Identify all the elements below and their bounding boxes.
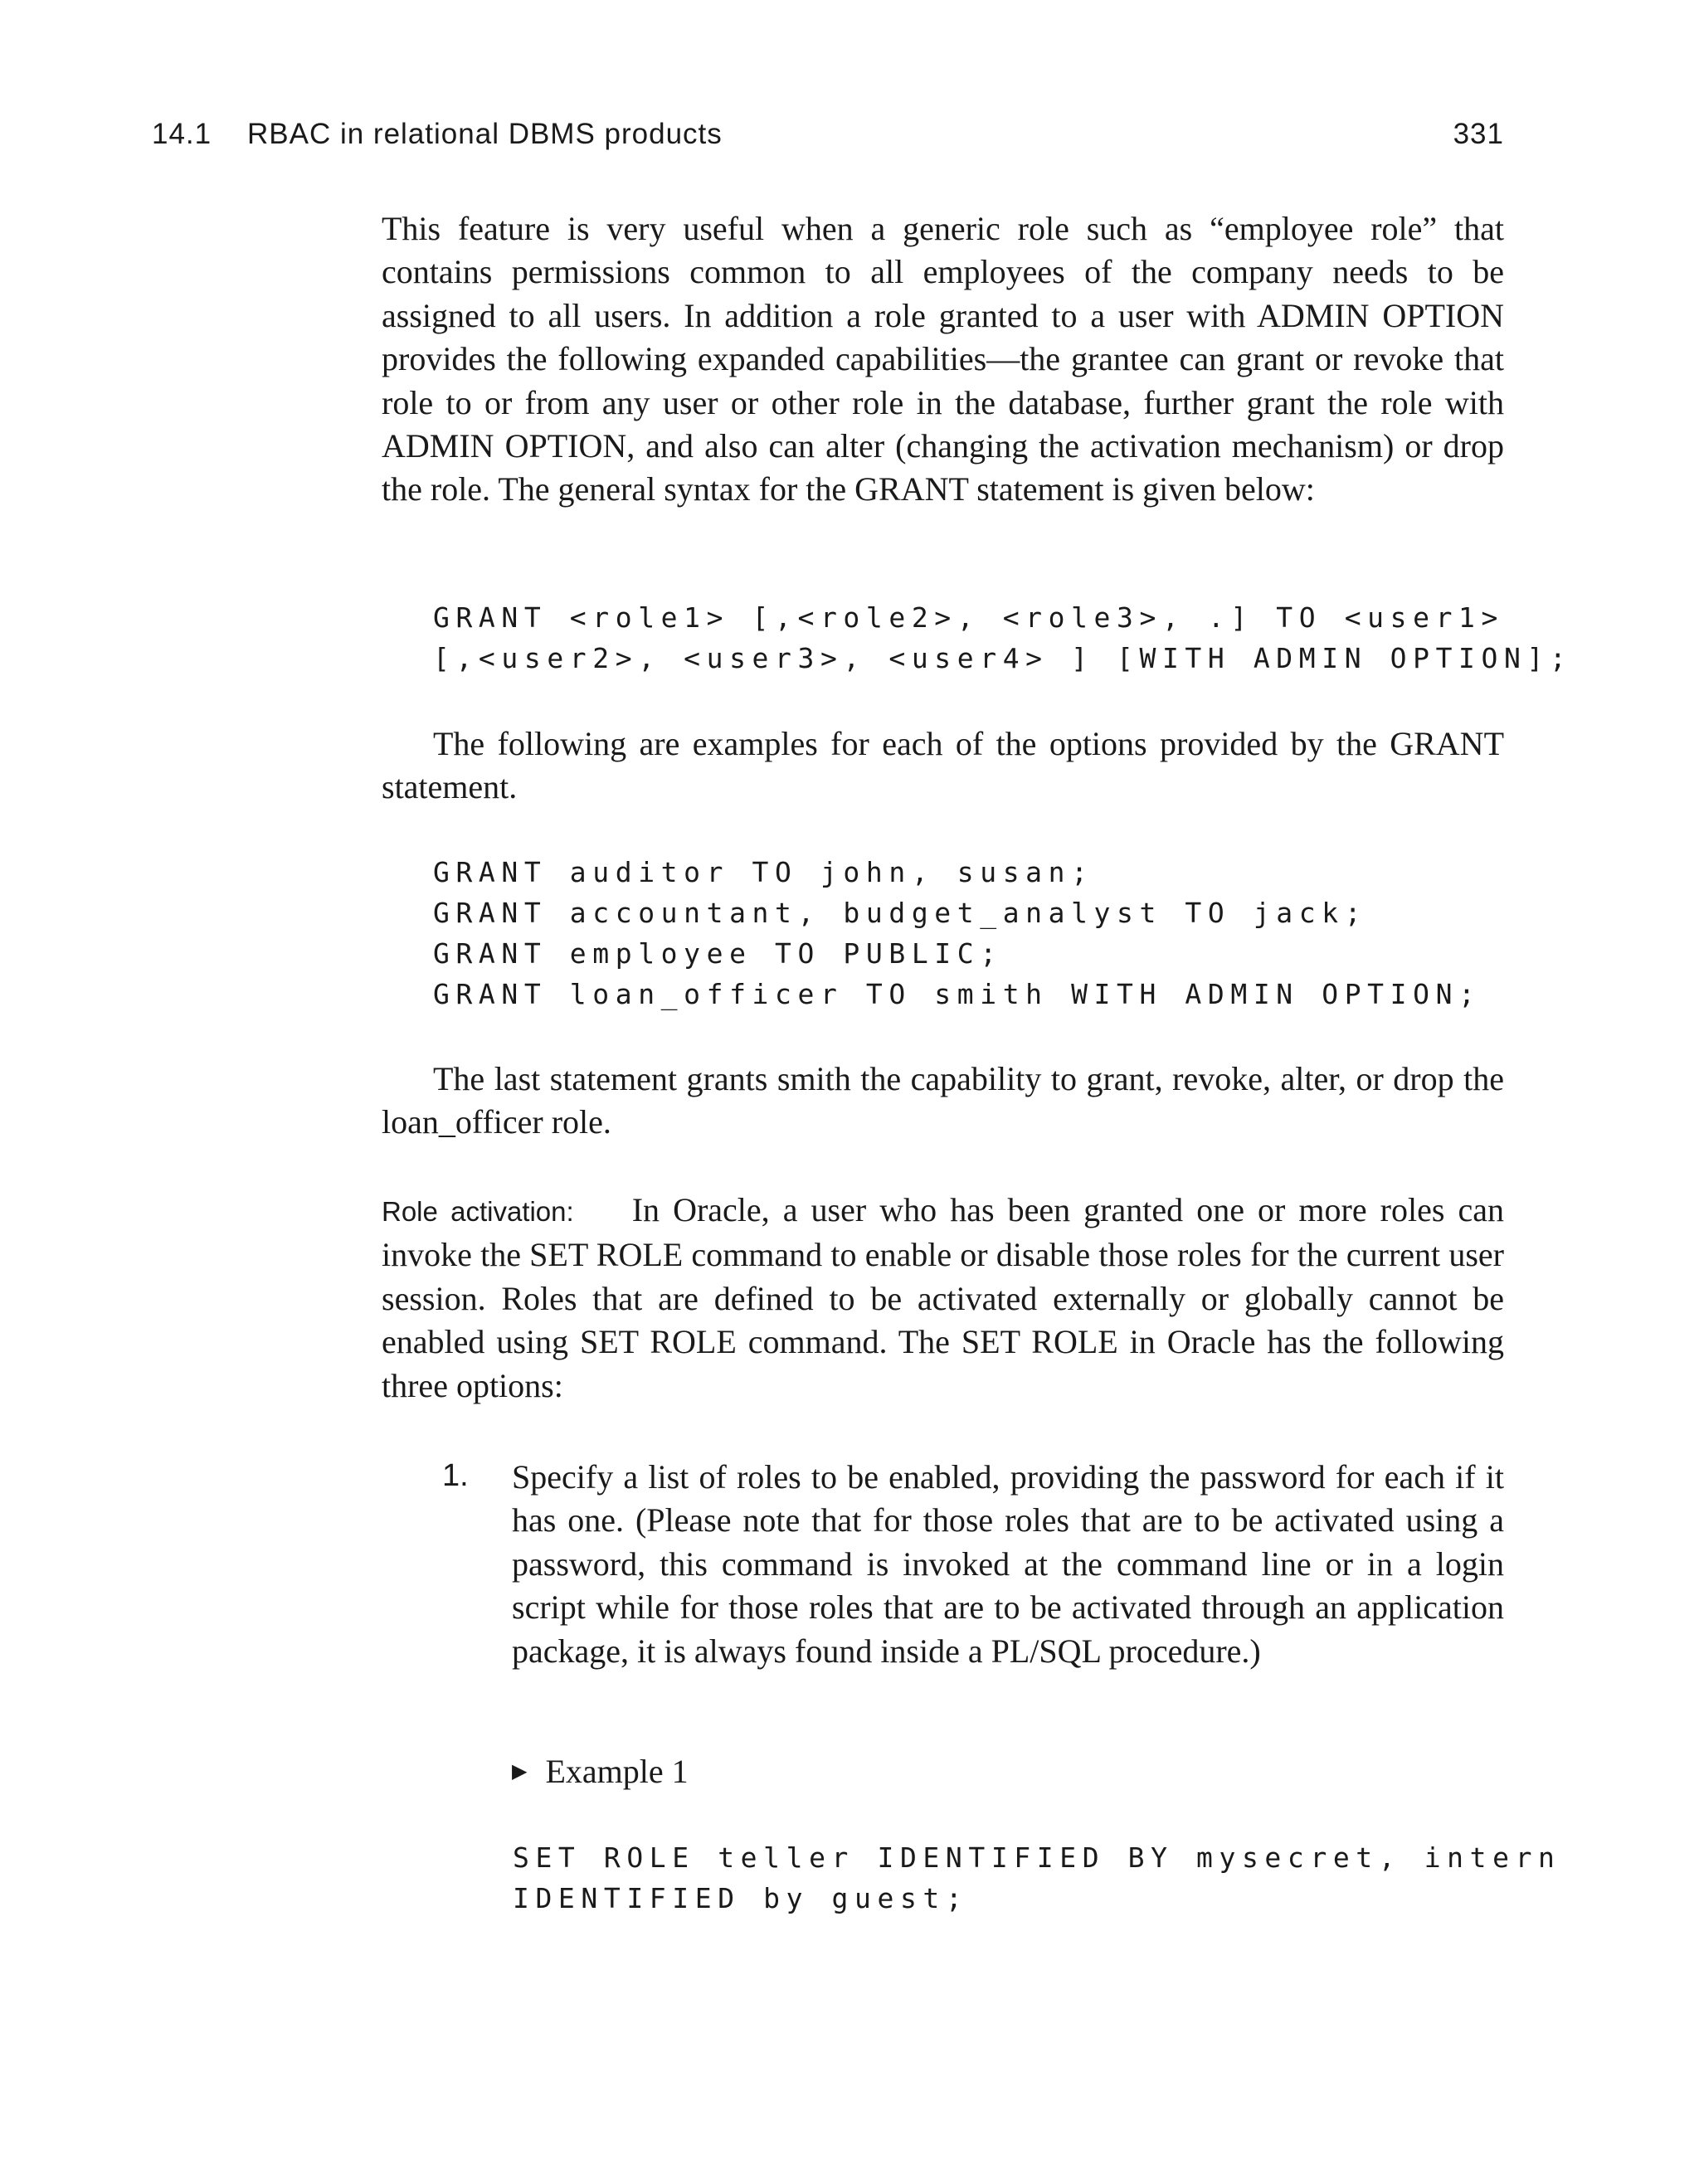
paragraph-text: The following are examples for each of the options provided by the GRANT statement.	[382, 725, 1504, 806]
paragraph-text: The last statement grants smith the capability to grant, revoke, alter, or drop the loan_officer role.	[382, 1060, 1504, 1141]
section-title: RBAC in relational DBMS products	[247, 118, 723, 150]
paragraph-role-activation	[382, 1189, 1504, 1408]
running-head	[152, 118, 1504, 159]
paragraph-examples-intro	[382, 722, 1504, 810]
code-set-role: SET ROLE teller IDENTIFIED BY mysecret, intern IDENTIFIED by guest;	[513, 1841, 1561, 1914]
list-item-number: 1.	[442, 1458, 469, 1493]
code-grant-syntax: GRANT <role1> [,<role2>, <role3>, .] TO <user1> [,<user2>, <user3>, <user4> ] [WITH ADMIN OPTION];	[433, 601, 1573, 674]
paragraph-text: In Oracle, a user who has been granted one or more roles can invoke the SET ROLE command to enable or disable those roles for the current user session. Roles that are defined to be activated externally or globally cannot be enabled using SET ROLE command. The SET ROLE in Oracle has the following three options:	[382, 1191, 1504, 1404]
paragraph-intro	[382, 207, 1504, 512]
example-label: Example 1	[545, 1753, 689, 1790]
section-number: 14.1	[152, 118, 212, 150]
code-grant-examples: GRANT auditor TO john, susan; GRANT accountant, budget_analyst TO jack; GRANT employee TO PUBLIC; GRANT loan_officer TO smith WITH ADMIN OPTION;	[433, 856, 1482, 1010]
page-number: 331	[1453, 118, 1504, 150]
paragraph-last-statement	[382, 1058, 1504, 1145]
list-item-1	[512, 1456, 1504, 1673]
list-item-text: Specify a list of roles to be enabled, providing the password for each if it has one. (Please note that for those roles that are to be activated using a password, this command is invoked at the command line or in a login script while for those roles that are to be activated through an application package, it is always found inside a PL/SQL procedure.)	[512, 1458, 1504, 1670]
paragraph-text: This feature is very useful when a generic role such as “employee role” that contains permissions common to all employees of the company needs to be assigned to all users. In addition a role granted to a user with ADMIN OPTION provides the following expanded capabilities—the grantee can grant or revoke that role to or from any user or other role in the database, further grant the role with ADMIN OPTION, and also can alter (changing the activation mechanism) or drop the role. The general syntax for the GRANT statement is given below:	[382, 210, 1504, 508]
bullet-example-1	[512, 1750, 689, 1793]
run-in-heading: Role activation:	[382, 1196, 574, 1227]
triangle-right-icon: ▶	[512, 1761, 528, 1783]
